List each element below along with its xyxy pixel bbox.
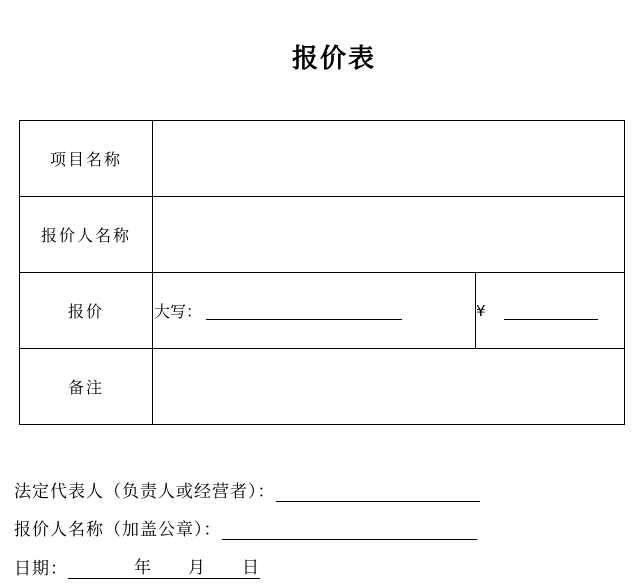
table-row — [20, 273, 625, 349]
day-unit: 日 — [242, 558, 260, 578]
month-unit: 月 — [188, 558, 206, 578]
bidder-seal-label: 报价人名称（加盖公章）： — [14, 520, 222, 540]
bidder-name-field[interactable] — [153, 197, 625, 273]
uppercase-amount-field[interactable] — [206, 301, 402, 320]
year-unit: 年 — [134, 558, 152, 578]
amount-field[interactable] — [504, 301, 598, 320]
project-name-label: 项目名称 — [20, 121, 153, 197]
currency-symbol: ¥ — [476, 301, 486, 320]
uppercase-label: 大写： — [154, 302, 203, 321]
page-title: 报价表 — [291, 44, 376, 74]
quote-table — [19, 120, 625, 425]
date-line — [14, 554, 260, 579]
bidder-name-label: 报价人名称 — [20, 197, 153, 273]
project-name-field[interactable] — [153, 121, 625, 197]
date-field[interactable] — [68, 557, 260, 579]
table-row — [20, 349, 625, 425]
price-label: 报价 — [20, 273, 153, 349]
price-cell — [153, 273, 625, 349]
table-row — [20, 121, 625, 197]
table-row — [20, 197, 625, 273]
bidder-seal-line — [14, 515, 477, 540]
legal-rep-line — [14, 477, 480, 502]
remarks-label: 备注 — [20, 349, 153, 425]
remarks-field[interactable] — [153, 349, 625, 425]
legal-rep-label: 法定代表人（负责人或经营者）： — [14, 482, 276, 502]
bidder-seal-field[interactable] — [222, 519, 477, 540]
legal-rep-field[interactable] — [276, 481, 480, 502]
date-label: 日期： — [14, 559, 68, 579]
